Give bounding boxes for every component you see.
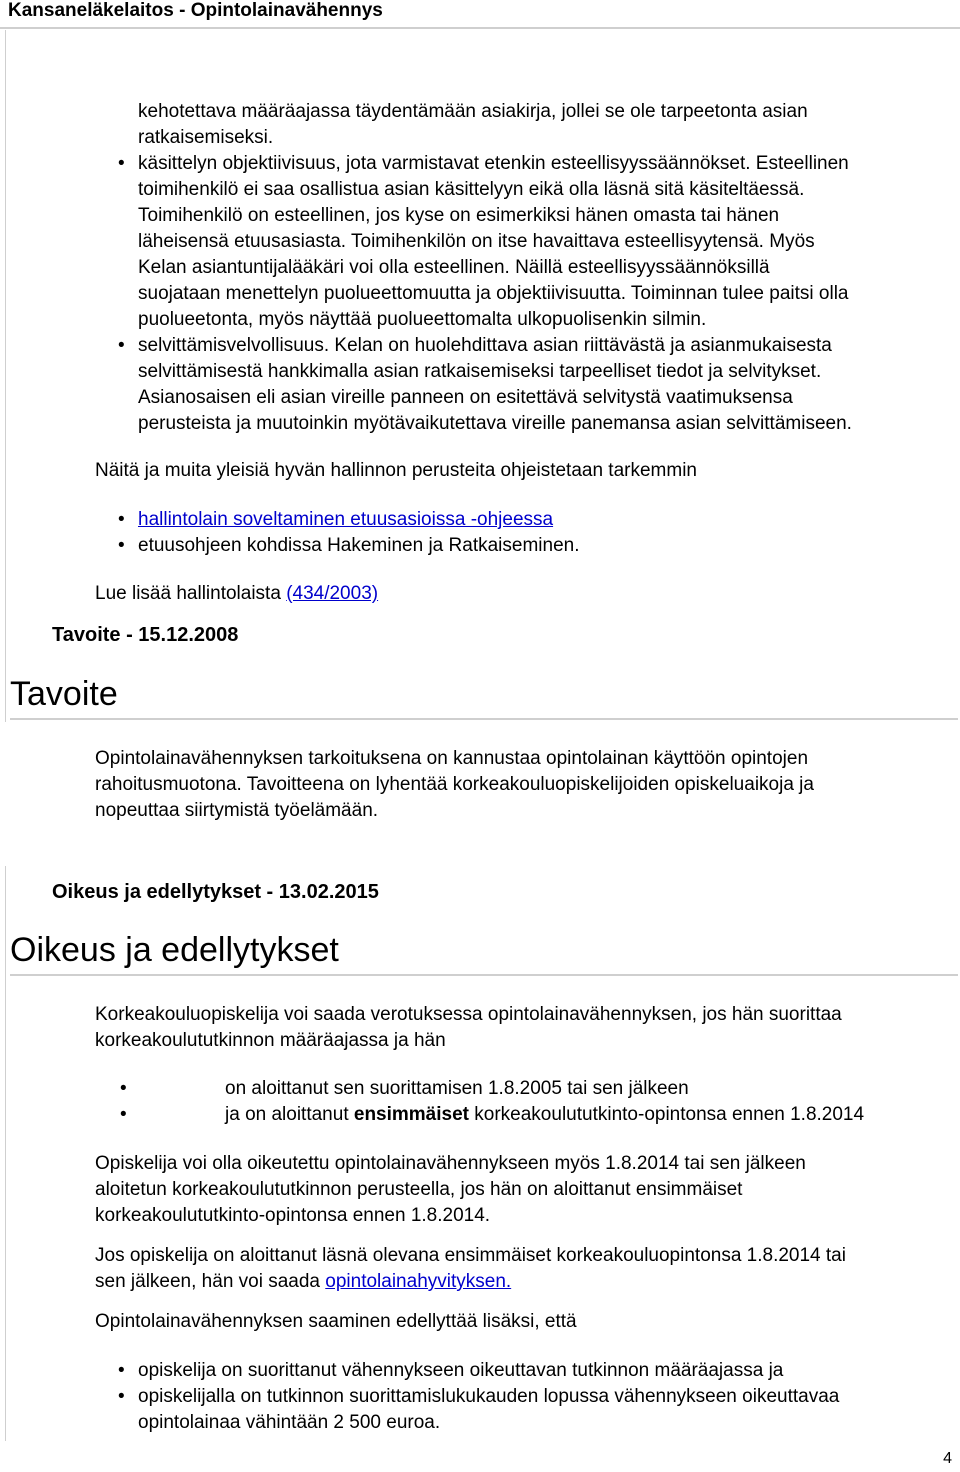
list-item-text: ja on aloittanut <box>225 1104 354 1125</box>
requirements-list <box>118 1358 958 1436</box>
section-subheading: Tavoite - 15.12.2008 <box>52 624 239 646</box>
read-more-line <box>95 581 378 607</box>
list-item <box>118 1358 958 1384</box>
list-item-text: opiskelija on suorittanut vähennykseen oikeuttavan tutkinnon määräajassa ja <box>138 1360 784 1381</box>
section-subheading: Oikeus ja edellytykset - 13.02.2015 <box>52 881 379 903</box>
guidance-list <box>118 507 938 559</box>
paragraph-line: aloitetun korkeakoulututkinnon perusteella, jos hän on aloittanut ensimmäiset <box>95 1179 743 1200</box>
list-item <box>138 99 958 151</box>
read-more-text: Lue lisää hallintolaista <box>95 583 287 604</box>
list-item-line: suojataan menettelyn puolueettomuutta ja objektiivisuutta. Toiminnan tulee paitsi olla <box>138 283 849 304</box>
list-item-line: toimihenkilö ei saa osallistua asian käsittelyyn eikä olla läsnä sitä käsiteltäessä. <box>138 179 805 200</box>
left-margin-rule <box>5 866 6 1441</box>
law-link[interactable]: (434/2003) <box>286 583 379 604</box>
conditions-list <box>120 1076 960 1128</box>
bullet-icon: • <box>120 1104 127 1125</box>
list-item <box>118 1384 958 1436</box>
paragraph-line: korkeakoulututkinto-opintonsa ennen 1.8.2014. <box>95 1205 491 1226</box>
list-item-line: opiskelijalla on tutkinnon suorittamislukukauden lopussa vähennykseen oikeuttavaa <box>138 1386 840 1407</box>
list-item-line: selvittämisvelvollisuus. Kelan on huolehdittava asian riittävästä ja asianmukaisesta <box>138 335 832 356</box>
list-item-line: kehotettava määräajassa täydentämään asiakirja, jollei se ole tarpeetonta asian <box>138 101 808 122</box>
principles-list <box>118 99 958 437</box>
paragraph-line: korkeakoulututkinnon määräajassa ja hän <box>95 1030 446 1051</box>
paragraph-line: rahoitusmuotona. Tavoitteena on lyhentää korkeakouluopiskelijoiden opiskeluaikoja ja <box>95 774 814 795</box>
bullet-icon: • <box>118 509 125 530</box>
emphasis-text: ensimmäiset <box>353 1104 469 1125</box>
list-item-line: ratkaisemiseksi. <box>138 127 274 148</box>
page-header-title: Kansaneläkelaitos - Opintolainavähennys <box>8 0 383 21</box>
list-item <box>118 151 958 333</box>
list-item <box>120 1102 960 1128</box>
list-item-line: läheisensä etuusasiasta. Toimihenkilön on itse havaittava esteellisyytensä. Myös <box>138 231 815 252</box>
paragraph-line: Korkeakouluopiskelija voi saada verotuksessa opintolainavähennyksen, jos hän suorittaa <box>95 1004 842 1025</box>
paragraph-line: Opiskelija voi olla oikeutettu opintolainavähennykseen myös 1.8.2014 tai sen jälkeen <box>95 1153 806 1174</box>
oikeus-paragraph-3 <box>95 1243 960 1295</box>
list-item <box>118 333 958 437</box>
list-item-text: korkeakoulututkinto-opintonsa ennen 1.8.2014 <box>469 1104 865 1125</box>
oikeus-paragraph-2 <box>95 1151 955 1229</box>
heading-divider <box>10 718 958 720</box>
tavoite-paragraph <box>95 746 955 824</box>
oikeus-paragraph-4: Opintolainavähennyksen saaminen edellyttää lisäksi, että <box>95 1311 577 1332</box>
bullet-icon: • <box>118 1360 125 1381</box>
page-number: 4 <box>943 1450 952 1467</box>
heading-divider <box>10 974 958 976</box>
header-divider <box>0 27 960 29</box>
list-item-line: Toimihenkilö on esteellinen, jos kyse on esimerkiksi hänen omasta tai hänen <box>138 205 780 226</box>
bullet-icon: • <box>118 153 125 174</box>
list-item-line: perusteista ja muutoinkin myötävaikutettava vireille panemansa asian selvittämiseen. <box>138 413 852 434</box>
list-item-line: käsittelyn objektiivisuus, jota varmistavat etenkin esteellisyyssäännökset. Esteellinen <box>138 153 849 174</box>
list-item-line: Kelan asiantuntijalääkäri voi olla esteellinen. Näillä esteellisyyssäännöksillä <box>138 257 770 278</box>
paragraph-line: nopeuttaa siirtymistä työelämään. <box>95 800 379 821</box>
list-item-line: opintolainaa vähintään 2 500 euroa. <box>138 1412 441 1433</box>
opintolainahyvitys-link[interactable]: opintolainahyvityksen. <box>325 1271 512 1292</box>
paragraph-text: sen jälkeen, hän voi saada <box>95 1271 326 1292</box>
guidance-intro: Näitä ja muita yleisiä hyvän hallinnon perusteita ohjeistetaan tarkemmin <box>95 460 697 481</box>
list-item-line: selvittämisestä hankkimalla asian ratkaisemiseksi tarpeelliset tiedot ja selvitykset. <box>138 361 822 382</box>
bullet-icon: • <box>120 1078 127 1099</box>
list-item <box>120 1076 960 1102</box>
list-item-text: etuusohjeen kohdissa Hakeminen ja Ratkaiseminen. <box>138 535 580 556</box>
paragraph-line: Opintolainavähennyksen tarkoituksena on kannustaa opintolainan käyttöön opintojen <box>95 748 809 769</box>
section-heading: Oikeus ja edellytykset <box>10 931 339 969</box>
bullet-icon: • <box>118 335 125 356</box>
hallintolaki-guide-link[interactable]: hallintolain soveltaminen etuusasioissa -ohjeessa <box>138 509 554 530</box>
section-heading: Tavoite <box>10 675 118 713</box>
list-item <box>118 507 938 533</box>
bullet-icon: • <box>118 535 125 556</box>
left-margin-rule <box>5 30 6 722</box>
paragraph-line <box>95 1269 960 1295</box>
paragraph-line: Jos opiskelija on aloittanut läsnä olevana ensimmäiset korkeakouluopintonsa 1.8.2014 tai <box>95 1245 846 1266</box>
oikeus-paragraph-1 <box>95 1002 955 1054</box>
list-item <box>118 533 938 559</box>
list-item-line: puolueetonta, myös näyttää puolueettomalta ulkopuolisenkin silmin. <box>138 309 707 330</box>
list-item-text: on aloittanut sen suorittamisen 1.8.2005 tai sen jälkeen <box>225 1078 689 1099</box>
list-item-line: Asianosaisen eli asian vireille panneen on esitettävä selvitystä vaatimuksensa <box>138 387 793 408</box>
bullet-icon: • <box>118 1386 125 1407</box>
